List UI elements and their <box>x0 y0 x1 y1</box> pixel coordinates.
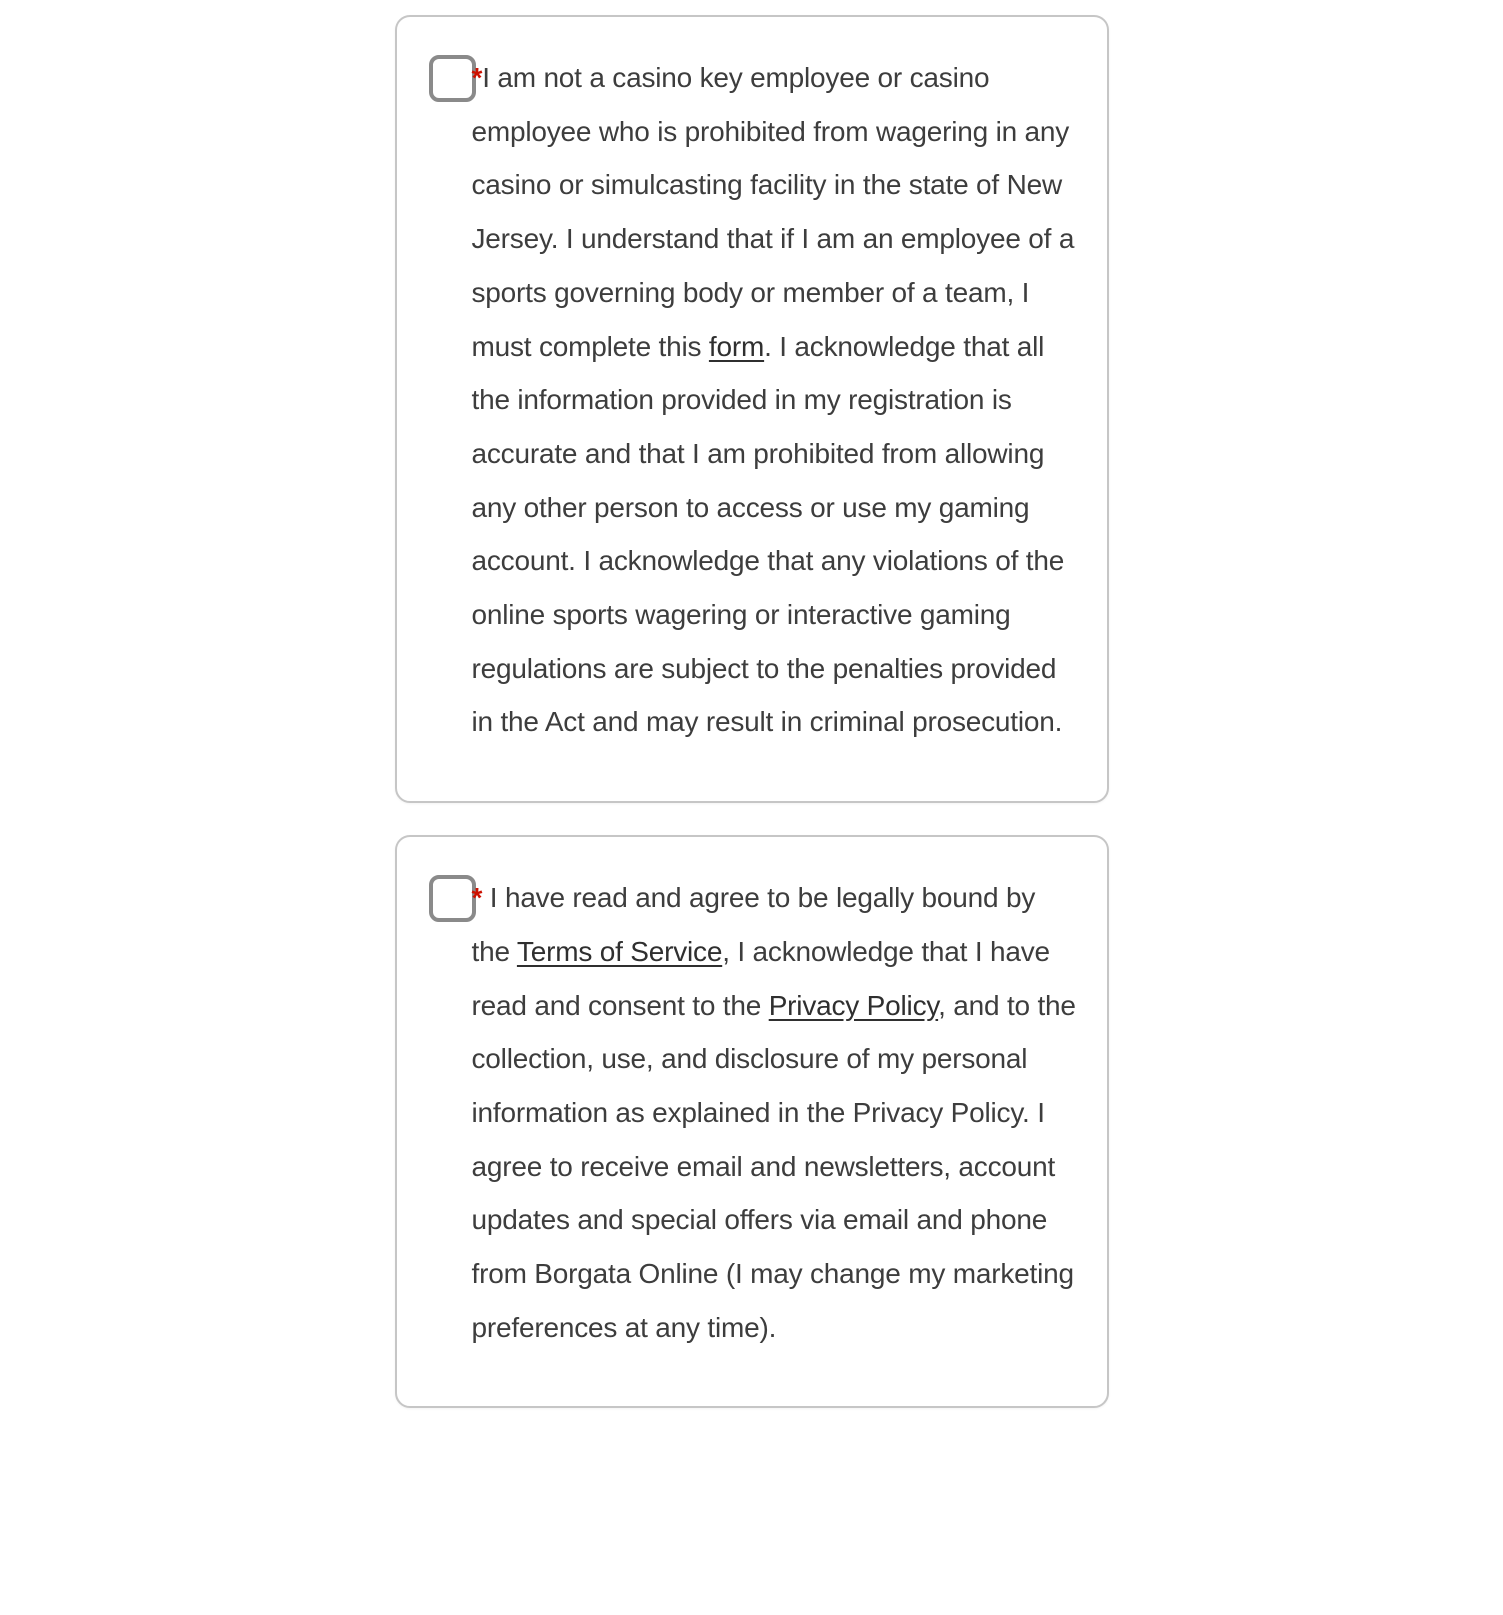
text-segment: I have read and agree to be legally bound by the <box>471 882 1036 967</box>
terms-privacy-agreement-text <box>472 871 1077 1354</box>
casino-employee-agreement-checkbox[interactable] <box>429 55 476 102</box>
text-segment: . I acknowledge that all the information provided in my registration is accurate and that I am prohibited from allowing any other person to access or use my gaming account. I acknowledge that any violations of the online sports wagering or interactive gaming regulations are subject to the penalties provided in the Act and may result in criminal prosecution. <box>471 330 1065 738</box>
casino-employee-agreement-text <box>472 51 1077 749</box>
privacy-policy-link[interactable]: Privacy Policy <box>768 989 939 1021</box>
agreement-text-segments <box>472 882 1076 1343</box>
required-asterisk: * <box>471 882 483 914</box>
agreement-text-segments <box>472 62 1075 737</box>
consent-section <box>395 15 1109 1408</box>
form-link[interactable]: form <box>708 330 765 362</box>
terms-of-service-link[interactable]: Terms of Service <box>516 935 723 967</box>
text-segment: I am not a casino key employee or casino employee who is prohibited from wagering in any casino or simulcasting facility in the state of New Jersey. I understand that if I am an employee of a sports governing body or member of a team, I must complete this <box>471 62 1075 362</box>
text-segment: , I acknowledge that I have read and consent to the <box>471 935 1050 1021</box>
agreement-card-terms-privacy <box>395 835 1109 1408</box>
terms-privacy-agreement-checkbox[interactable] <box>429 875 476 922</box>
text-segment: , and to the collection, use, and disclosure of my personal information as explained in the Privacy Policy. I agree to receive email and newsletters, account updates and special offers via email and phone from Borgata Online (I may change my marketing preferences at any time). <box>471 989 1076 1343</box>
required-asterisk: * <box>471 62 483 93</box>
agreement-card-casino-employee <box>395 15 1109 803</box>
